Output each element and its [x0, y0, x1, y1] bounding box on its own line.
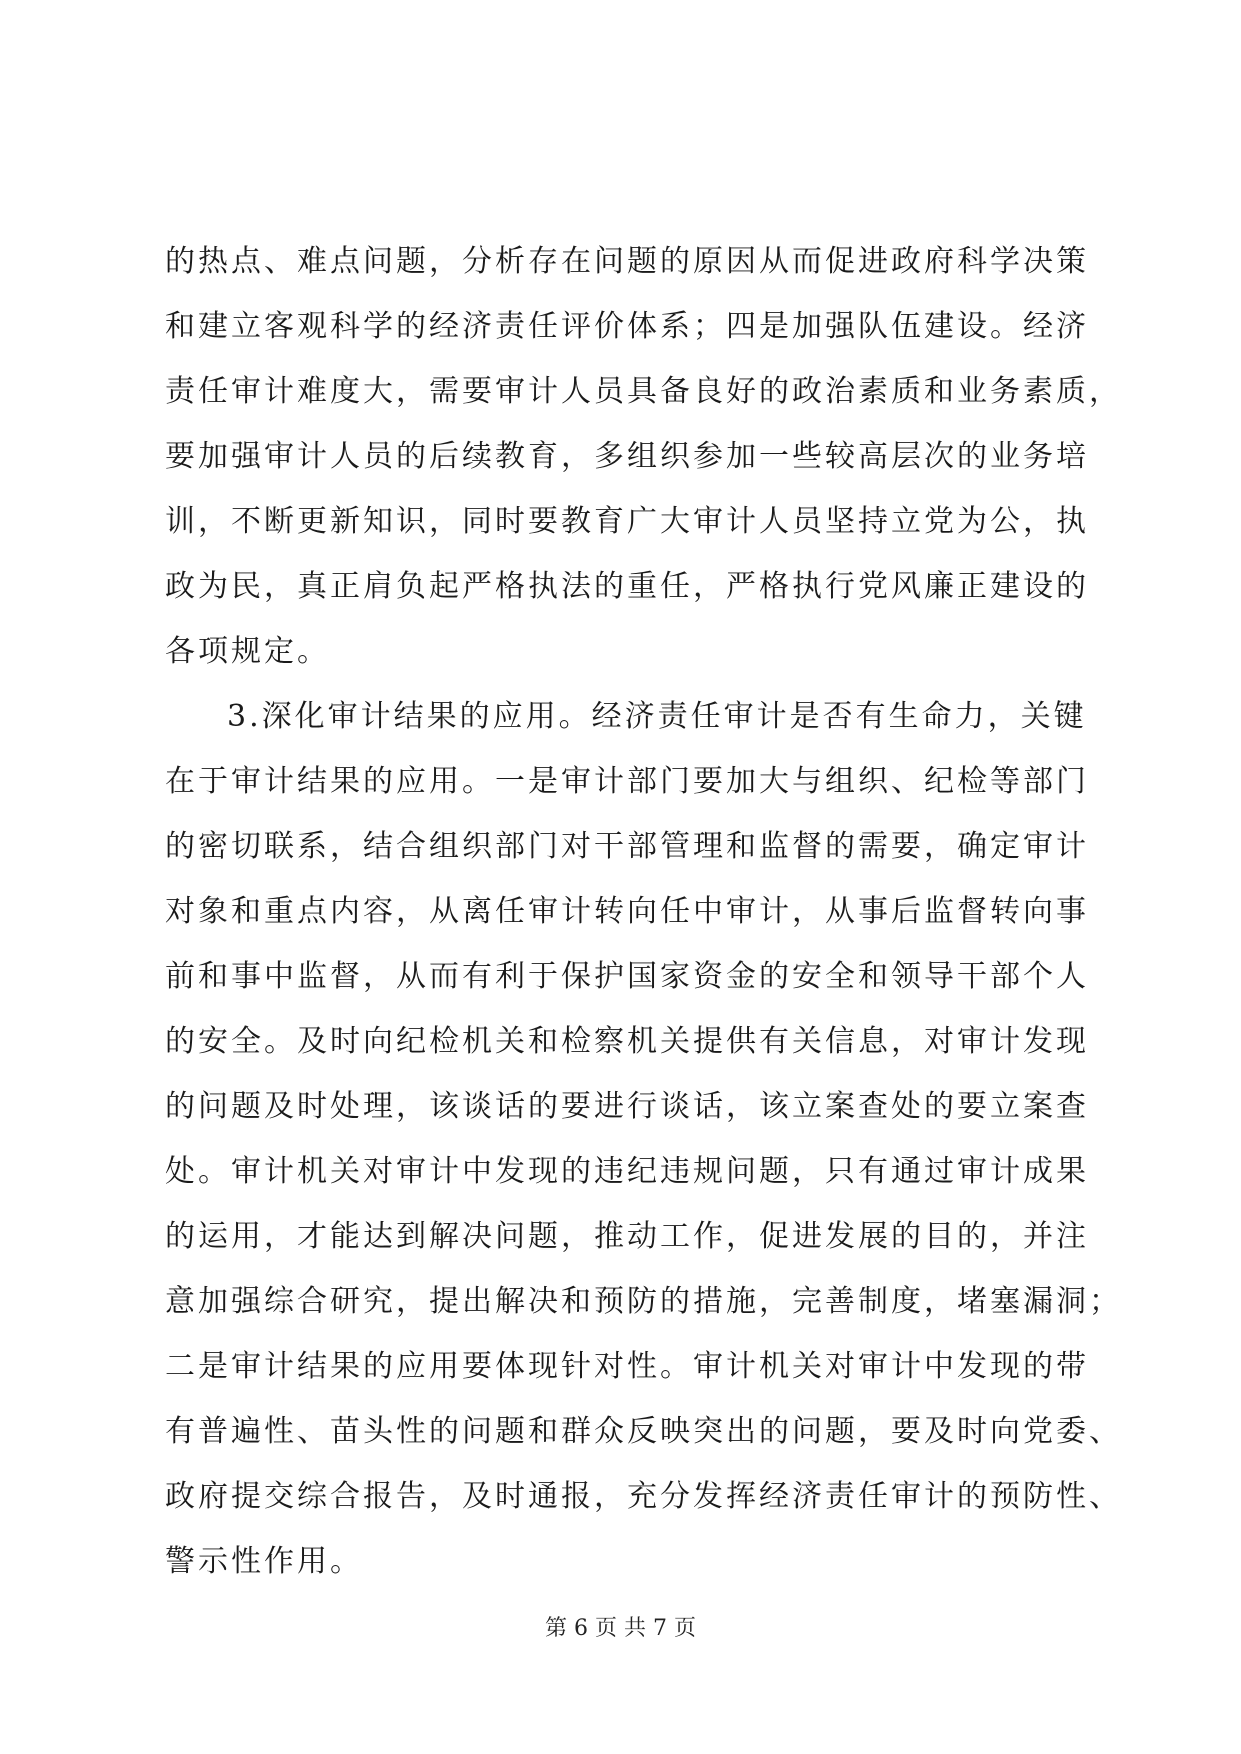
paragraph-start-line: 3.深化审计结果的应用。经济责任审计是否有生命力，关键: [227, 699, 1087, 734]
text-line: 对象和重点内容，从离任审计转向任中审计，从事后监督转向事: [165, 894, 1089, 929]
text-line: 警示性作用。: [165, 1544, 363, 1579]
text-line: 的热点、难点问题，分析存在问题的原因从而促进政府科学决策: [165, 244, 1089, 279]
text-line: 处。审计机关对审计中发现的违纪违规问题，只有通过审计成果: [165, 1154, 1089, 1189]
text-line: 意加强综合研究，提出解决和预防的措施，完善制度，堵塞漏洞；: [165, 1284, 1122, 1319]
text-line: 前和事中监督，从而有利于保护国家资金的安全和领导干部个人: [165, 959, 1089, 994]
text-line: 在于审计结果的应用。一是审计部门要加大与组织、纪检等部门: [165, 764, 1089, 799]
text-line: 有普遍性、苗头性的问题和群众反映突出的问题，要及时向党委、: [165, 1414, 1122, 1449]
text-line: 各项规定。: [165, 634, 330, 669]
text-line: 二是审计结果的应用要体现针对性。审计机关对审计中发现的带: [165, 1349, 1089, 1384]
text-line: 的密切联系，结合组织部门对干部管理和监督的需要，确定审计: [165, 829, 1089, 864]
text-line: 和建立客观科学的经济责任评价体系；四是加强队伍建设。经济: [165, 309, 1089, 344]
document-body: [165, 229, 1122, 1594]
text-line: 政府提交综合报告，及时通报，充分发挥经济责任审计的预防性、: [165, 1479, 1122, 1514]
text-line: 的问题及时处理，该谈话的要进行谈话，该立案查处的要立案查: [165, 1089, 1089, 1124]
text-line: 责任审计难度大，需要审计人员具备良好的政治素质和业务素质，: [165, 374, 1122, 409]
text-line: 政为民，真正肩负起严格执法的重任，严格执行党风廉正建设的: [165, 569, 1089, 604]
page-number-footer: 第 6 页 共 7 页: [545, 1616, 696, 1641]
text-line: 的运用，才能达到解决问题，推动工作，促进发展的目的，并注: [165, 1219, 1089, 1254]
text-line: 训，不断更新知识，同时要教育广大审计人员坚持立党为公，执: [165, 504, 1089, 539]
text-line: 的安全。及时向纪检机关和检察机关提供有关信息，对审计发现: [165, 1024, 1089, 1059]
text-line: 要加强审计人员的后续教育，多组织参加一些较高层次的业务培: [165, 439, 1089, 474]
